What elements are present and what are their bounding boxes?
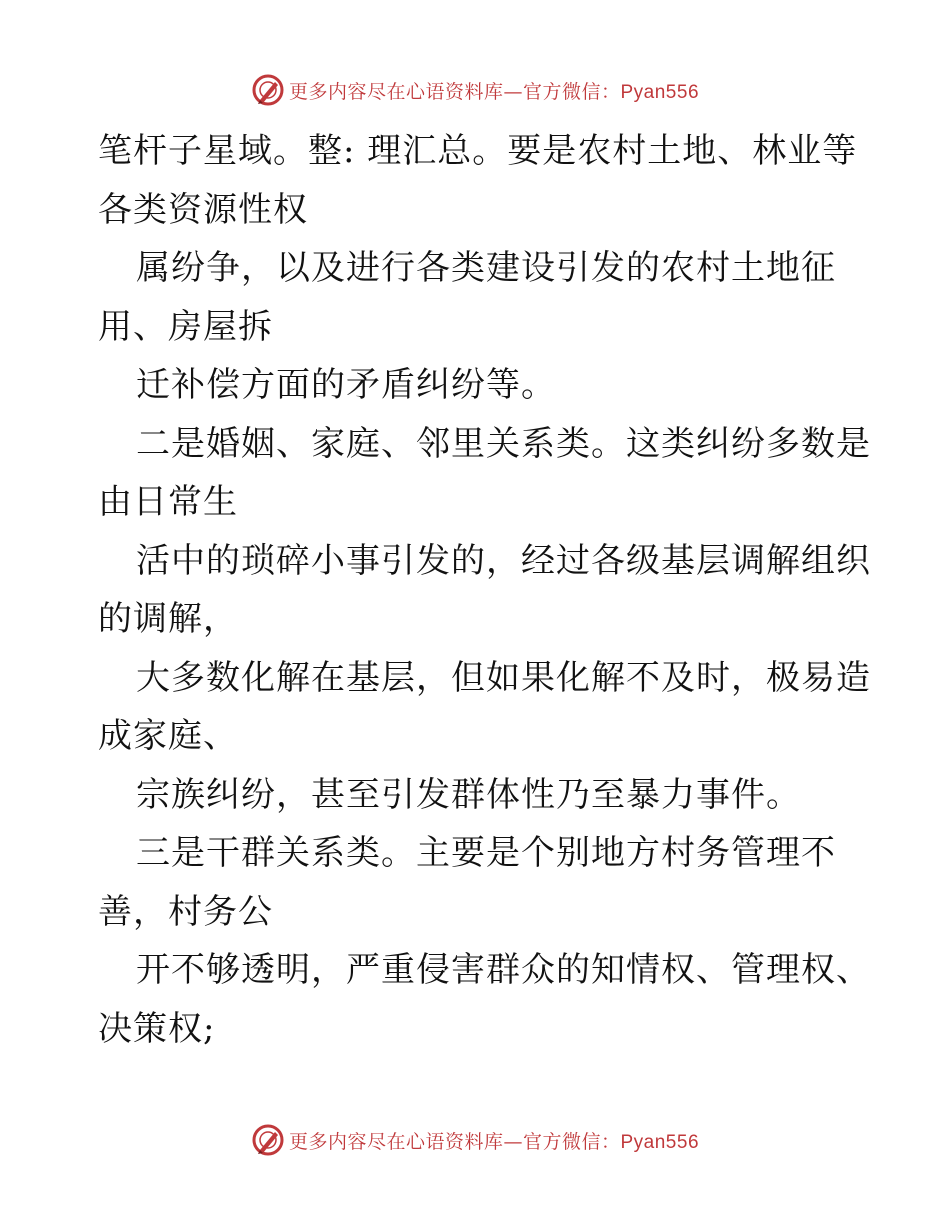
watermark-text: 更多内容尽在心语资料库—官方微信：Pyan556: [288, 80, 700, 103]
footer-watermark: [0, 1122, 950, 1158]
watermark-text: 更多内容尽在心语资料库—官方微信：Pyan556: [288, 1130, 700, 1153]
watermark-wechat-id: Pyan556: [620, 1131, 700, 1153]
text-line: 宗族纠纷，甚至引发群体性乃至暴力事件。: [136, 774, 801, 815]
text-line: 属纷争，以及进行各类建设引发的农村土地征: [136, 248, 836, 288]
text-line: 活中的琐碎小事引发的，经过各级基层调解组织: [136, 540, 871, 581]
header-watermark: [0, 72, 950, 108]
text-line: 决策权;: [98, 1008, 216, 1049]
watermark-wechat-id: Pyan556: [620, 81, 700, 103]
text-line: 二是婚姻、家庭、邻里关系类。这类纠纷多数是: [136, 423, 871, 464]
pen-logo-icon: [251, 73, 285, 107]
text-line: 各类资源性权: [98, 189, 308, 230]
text-line: 迁补偿方面的矛盾纠纷等。: [136, 365, 556, 405]
body-text: [98, 122, 871, 1058]
text-line: 的调解，: [98, 599, 238, 639]
text-line: 成家庭、: [98, 716, 238, 756]
text-line: 由日常生: [98, 482, 238, 522]
text-line: 用、房屋拆: [98, 306, 273, 347]
text-line: 开不够透明，严重侵害群众的知情权、管理权、: [136, 950, 871, 990]
pen-logo-icon: [251, 1123, 285, 1157]
text-line: 三是干群关系类。主要是个别地方村务管理不: [136, 833, 836, 873]
text-line: 大多数化解在基层，但如果化解不及时，极易造: [136, 657, 871, 698]
text-line: 善，村务公: [98, 891, 273, 932]
text-line: 笔杆子星域。整: 理汇总。要是农村土地、林业等: [98, 131, 858, 171]
